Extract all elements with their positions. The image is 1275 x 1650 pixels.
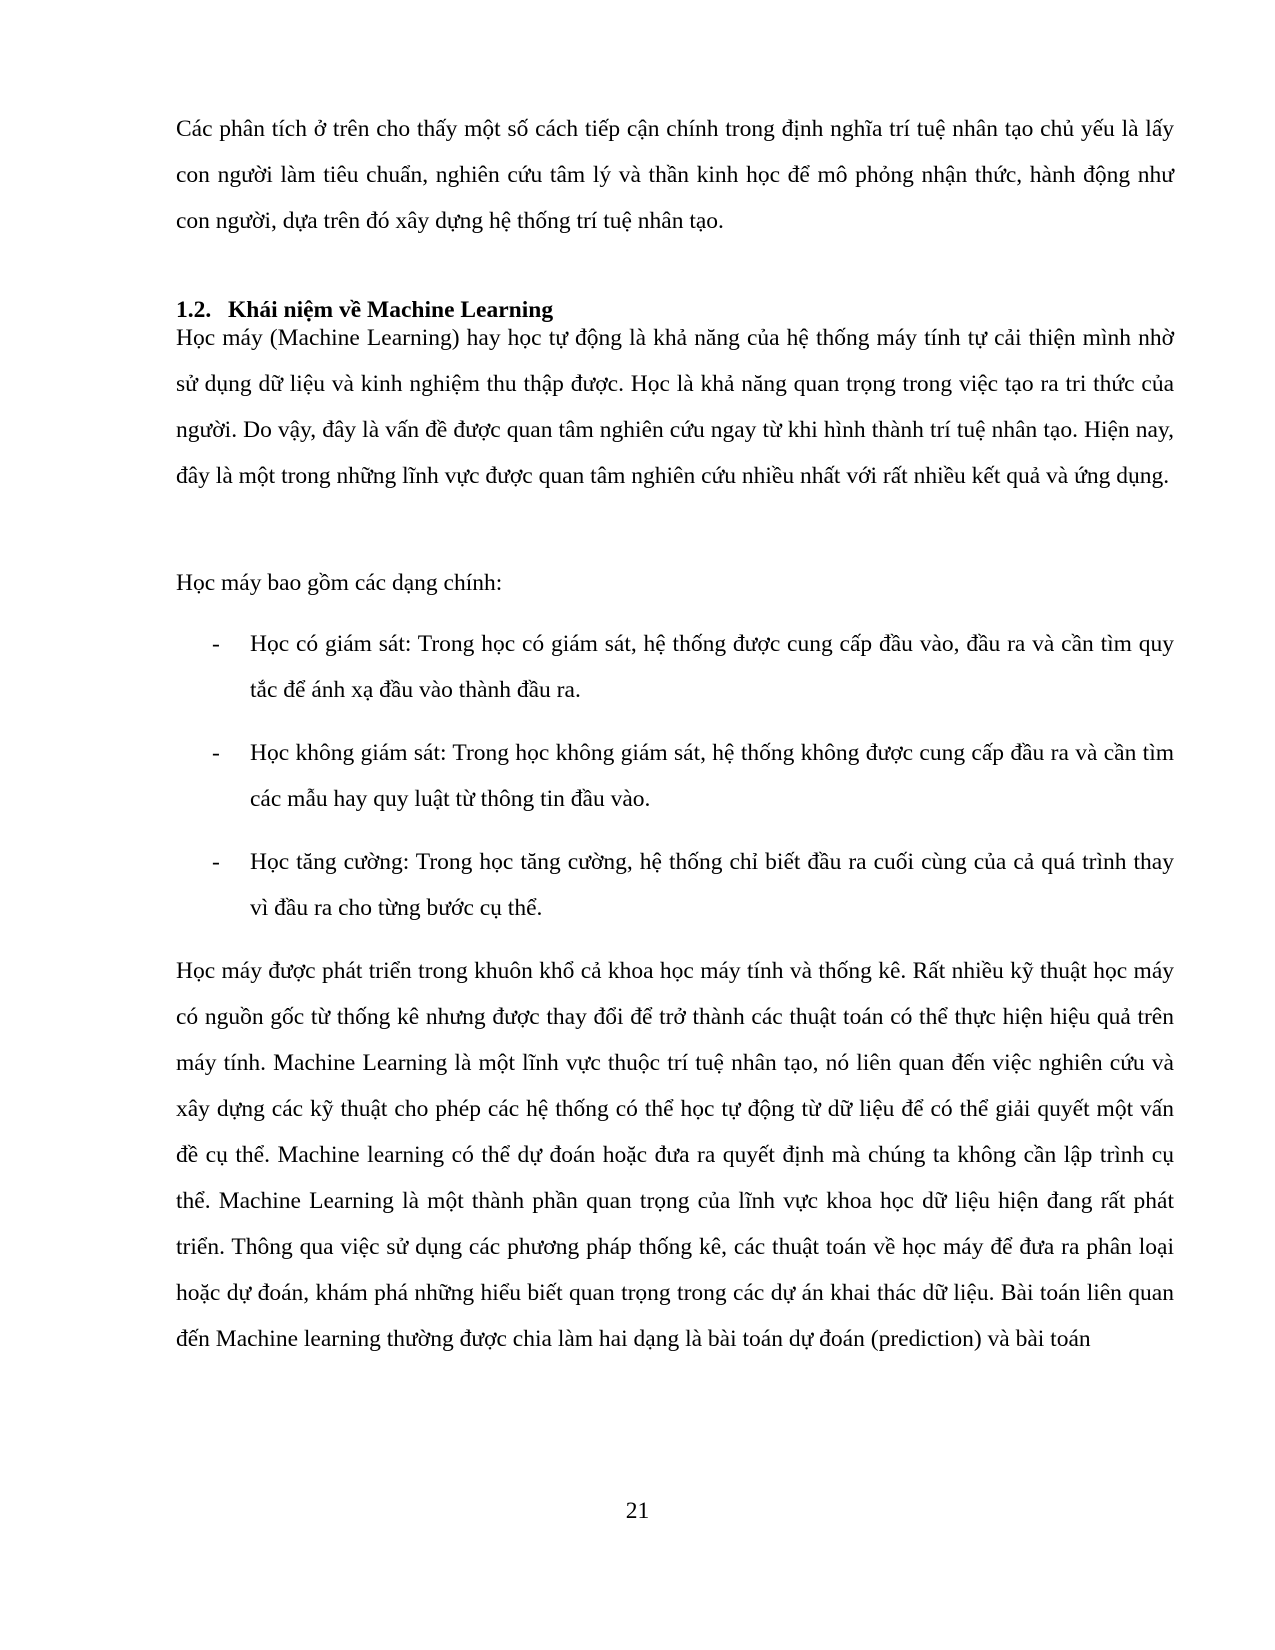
page-number: 21 (625, 1498, 650, 1524)
bullet-text: Học không giám sát: Trong học không giám sát, hệ thống không được cung cấp đầu ra và cần tìm các mẫu hay quy luật từ thông tin đầu vào. (250, 740, 1174, 812)
bullet-marker: - (212, 849, 220, 875)
definition-paragraph: Học máy (Machine Learning) hay học tự động là khả năng của hệ thống máy tính tự cải thiện mình nhờ sử dụng dữ liệu và kinh nghiệm thu thập được. Học là khả năng quan trọng trong việc tạo ra tri thức của người. Do vậy, đây là vấn đề được quan tâm nghiên cứu ngay từ khi hình thành trí tuệ nhân tạo. Hiện nay, đây là một trong những lĩnh vực được quan tâm nghiên cứu nhiều nhất với rất nhiều kết quả và ứng dụng. (176, 325, 1174, 489)
bullet-marker: - (212, 740, 220, 766)
bullet-text: Học có giám sát: Trong học có giám sát, hệ thống được cung cấp đầu vào, đầu ra và cần tìm quy tắc để ánh xạ đầu vào thành đầu ra. (250, 631, 1174, 703)
intro-paragraph: Các phân tích ở trên cho thấy một số cách tiếp cận chính trong định nghĩa trí tuệ nhân tạo chủ yếu là lấy con người làm tiêu chuẩn, nghiên cứu tâm lý và thần kinh học để mô phỏng nhận thức, hành động như con người, dựa trên đó xây dựng hệ thống trí tuệ nhân tạo. (176, 116, 1174, 234)
types-intro: Học máy bao gồm các dạng chính: (176, 570, 503, 596)
section-number: 1.2. (176, 297, 212, 323)
bullet-marker: - (212, 631, 220, 657)
bullet-text: Học tăng cường: Trong học tăng cường, hệ thống chỉ biết đầu ra cuối cùng của cả quá trình thay vì đầu ra cho từng bước cụ thể. (250, 849, 1174, 921)
development-paragraph: Học máy được phát triển trong khuôn khổ cả khoa học máy tính và thống kê. Rất nhiều kỹ thuật học máy có nguồn gốc từ thống kê nhưng được thay đổi để trở thành các thuật toán có thể thực hiện hiệu quả trên máy tính. Machine Learning là một lĩnh vực thuộc trí tuệ nhân tạo, nó liên quan đến việc nghiên cứu và xây dựng các kỹ thuật cho phép các hệ thống có thể học tự động từ dữ liệu để có thể giải quyết một vấn đề cụ thể. Machine learning có thể dự đoán hoặc đưa ra quyết định mà chúng ta không cần lập trình cụ thể. Machine Learning là một thành phần quan trọng của lĩnh vực khoa học dữ liệu hiện đang rất phát triển. Thông qua việc sử dụng các phương pháp thống kê, các thuật toán về học máy để đưa ra phân loại hoặc dự đoán, khám phá những hiểu biết quan trọng trong các dự án khai thác dữ liệu. Bài toán liên quan đến Machine learning thường được chia làm hai dạng là bài toán dự đoán (prediction) và bài toán (176, 958, 1174, 1352)
section-title: Khái niệm về Machine Learning (228, 297, 554, 323)
